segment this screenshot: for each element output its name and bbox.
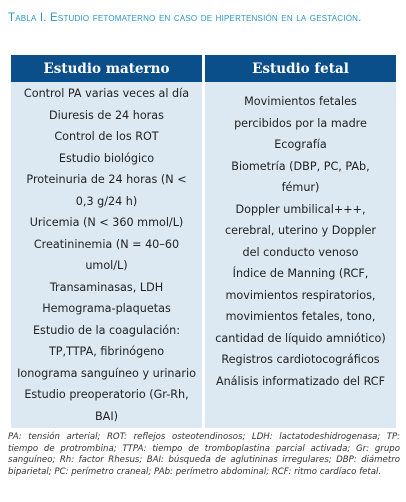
materno-item: Hemograma-plaquetas: [42, 302, 171, 315]
abbreviations-footnote: PA: tensión arterial; ROT: reflejos osteotendinosos; LDH: lactatodeshidrogenasa; TP: tiempo de protrombina; TTPA: tiempo de tromboplastina parcial activada; Gr: grupo sanguíneo; Rh: factor Rhesus; BAI: búsqueda de aglutininas irregulares; DBP: diámetro biparietal; PC: perímetro craneal; PAb: perímetro abdominal; RCF: ritmo cardíaco fetal.: [8, 432, 400, 477]
materno-column: [11, 82, 202, 427]
materno-item: Estudio preoperatorio (Gr-Rh, BAI): [24, 388, 189, 423]
fetal-item: Análisis informatizado del RCF: [215, 374, 386, 388]
materno-item: Uricemia (N < 360 mmol/L): [29, 216, 184, 229]
fetal-item: Doppler umbilical+++, cerebral, uterino y Doppler del conducto venoso: [224, 202, 377, 259]
materno-item: Estudio de la coagulación: TP,TTPA, fibrinógeno: [32, 323, 181, 358]
materno-item: Diuresis de 24 horas: [49, 108, 164, 122]
materno-item: Control de los ROT: [54, 130, 159, 143]
fetal-item: Ecografía: [274, 138, 327, 151]
materno-item: Transaminasas, LDH: [49, 280, 164, 294]
materno-item: Ionograma sanguíneo y urinario: [17, 366, 196, 380]
materno-item: Estudio biológico: [58, 151, 155, 165]
fetal-column: [205, 82, 396, 392]
materno-item: Proteinuria de 24 horas (N < 0,3 g/24 h): [26, 173, 187, 208]
fetal-item: Índice de Manning (RCF, movimientos respiratorios, movimientos fetales, tono, cantidad de líquido amniótico): [215, 267, 386, 345]
fetal-item: Biometría (DBP, PC, PAb, fémur): [231, 159, 370, 194]
fetomaternal-study-table: [11, 55, 396, 428]
materno-item: Control PA varias veces al día: [23, 87, 190, 100]
fetal-item: Registros cardiotocográficos: [221, 353, 380, 366]
header-estudio-fetal: Estudio fetal: [205, 55, 396, 82]
header-estudio-materno: Estudio materno: [11, 55, 202, 82]
materno-item: Creatininemia (N = 40–60 umol/L): [33, 237, 180, 272]
fetal-item: Movimientos fetales percibidos por la madre: [234, 95, 367, 130]
table-caption: Tabla I. Estudio fetomaterno en caso de hipertensión en la gestación.: [8, 12, 362, 24]
